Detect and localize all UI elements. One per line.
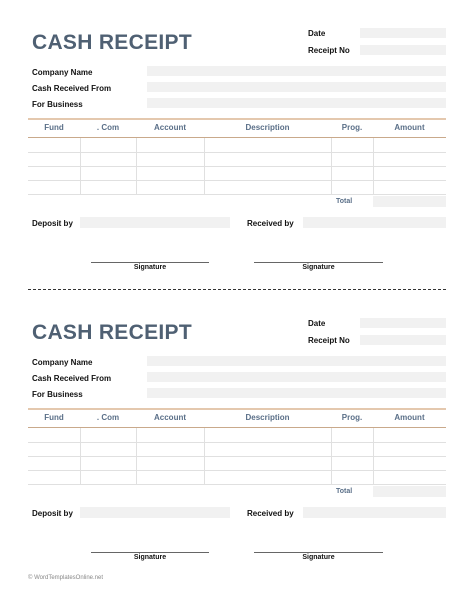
date-field[interactable] [360, 28, 446, 38]
table-row[interactable] [28, 166, 446, 167]
cash-received-from-field[interactable] [147, 82, 446, 92]
date-label: Date [308, 29, 326, 38]
table-row[interactable] [28, 442, 446, 443]
deposit-by-label: Deposit by [32, 219, 73, 228]
table-header-rule [28, 137, 446, 138]
signature-label-left: Signature [133, 264, 167, 271]
received-by-label: Received by [247, 219, 294, 228]
signature-line-left[interactable] [91, 552, 209, 553]
column-divider [80, 138, 81, 194]
total-label: Total [336, 488, 353, 495]
received-by-field[interactable] [303, 217, 446, 228]
receipt-no-label: Receipt No [308, 336, 350, 345]
col-header-fund: Fund [44, 413, 64, 422]
col-header-amount: Amount [394, 413, 425, 422]
cash-received-from-field[interactable] [147, 372, 446, 382]
table-top-rule [28, 408, 446, 410]
column-divider [331, 138, 332, 194]
col-header-fund: Fund [44, 123, 64, 132]
column-divider [80, 428, 81, 484]
deposit-by-label: Deposit by [32, 509, 73, 518]
signature-line-right[interactable] [254, 262, 383, 263]
table-row[interactable] [28, 180, 446, 181]
col-header-account: Account [154, 413, 186, 422]
col-header-amount: Amount [394, 123, 425, 132]
column-divider [204, 138, 205, 194]
company-name-field[interactable] [147, 66, 446, 76]
total-field[interactable] [373, 486, 446, 497]
company-name-label: Company Name [32, 358, 93, 367]
table-row[interactable] [28, 456, 446, 457]
column-divider [373, 138, 374, 194]
column-divider [373, 428, 374, 484]
signature-line-right[interactable] [254, 552, 383, 553]
col-header-com: . Com [96, 413, 120, 422]
table-row[interactable] [28, 194, 446, 195]
table-row[interactable] [28, 484, 446, 485]
for-business-label: For Business [32, 390, 83, 399]
date-field[interactable] [360, 318, 446, 328]
col-header-description: Description [245, 413, 290, 422]
cash-received-from-label: Cash Received From [32, 84, 112, 93]
signature-label-left: Signature [133, 554, 167, 561]
company-name-field[interactable] [147, 356, 446, 366]
table-row[interactable] [28, 470, 446, 471]
company-name-label: Company Name [32, 68, 93, 77]
col-header-com: . Com [96, 123, 120, 132]
cash-received-from-label: Cash Received From [32, 374, 112, 383]
receipt-no-field[interactable] [360, 335, 446, 345]
table-top-rule [28, 118, 446, 120]
cash-receipt-top [0, 0, 474, 280]
column-divider [204, 428, 205, 484]
total-field[interactable] [373, 196, 446, 207]
table-header-rule [28, 427, 446, 428]
receipt-title: CASH RECEIPT [32, 321, 192, 344]
footer-credit: © WordTemplatesOnline.net [28, 575, 104, 581]
signature-label-right: Signature [302, 264, 335, 271]
col-header-prog: Prog. [341, 413, 363, 422]
for-business-field[interactable] [147, 98, 446, 108]
column-divider [136, 138, 137, 194]
for-business-field[interactable] [147, 388, 446, 398]
total-label: Total [336, 198, 353, 205]
col-header-account: Account [154, 123, 186, 132]
col-header-prog: Prog. [341, 123, 363, 132]
signature-label-right: Signature [302, 554, 335, 561]
deposit-by-field[interactable] [80, 507, 230, 518]
col-header-description: Description [245, 123, 290, 132]
receipt-title: CASH RECEIPT [32, 31, 192, 54]
receipt-no-label: Receipt No [308, 46, 350, 55]
signature-line-left[interactable] [91, 262, 209, 263]
deposit-by-field[interactable] [80, 217, 230, 228]
table-row[interactable] [28, 152, 446, 153]
cash-receipt-bottom [0, 290, 474, 570]
received-by-label: Received by [247, 509, 294, 518]
for-business-label: For Business [32, 100, 83, 109]
receipt-no-field[interactable] [360, 45, 446, 55]
column-divider [331, 428, 332, 484]
date-label: Date [308, 319, 326, 328]
column-divider [136, 428, 137, 484]
received-by-field[interactable] [303, 507, 446, 518]
